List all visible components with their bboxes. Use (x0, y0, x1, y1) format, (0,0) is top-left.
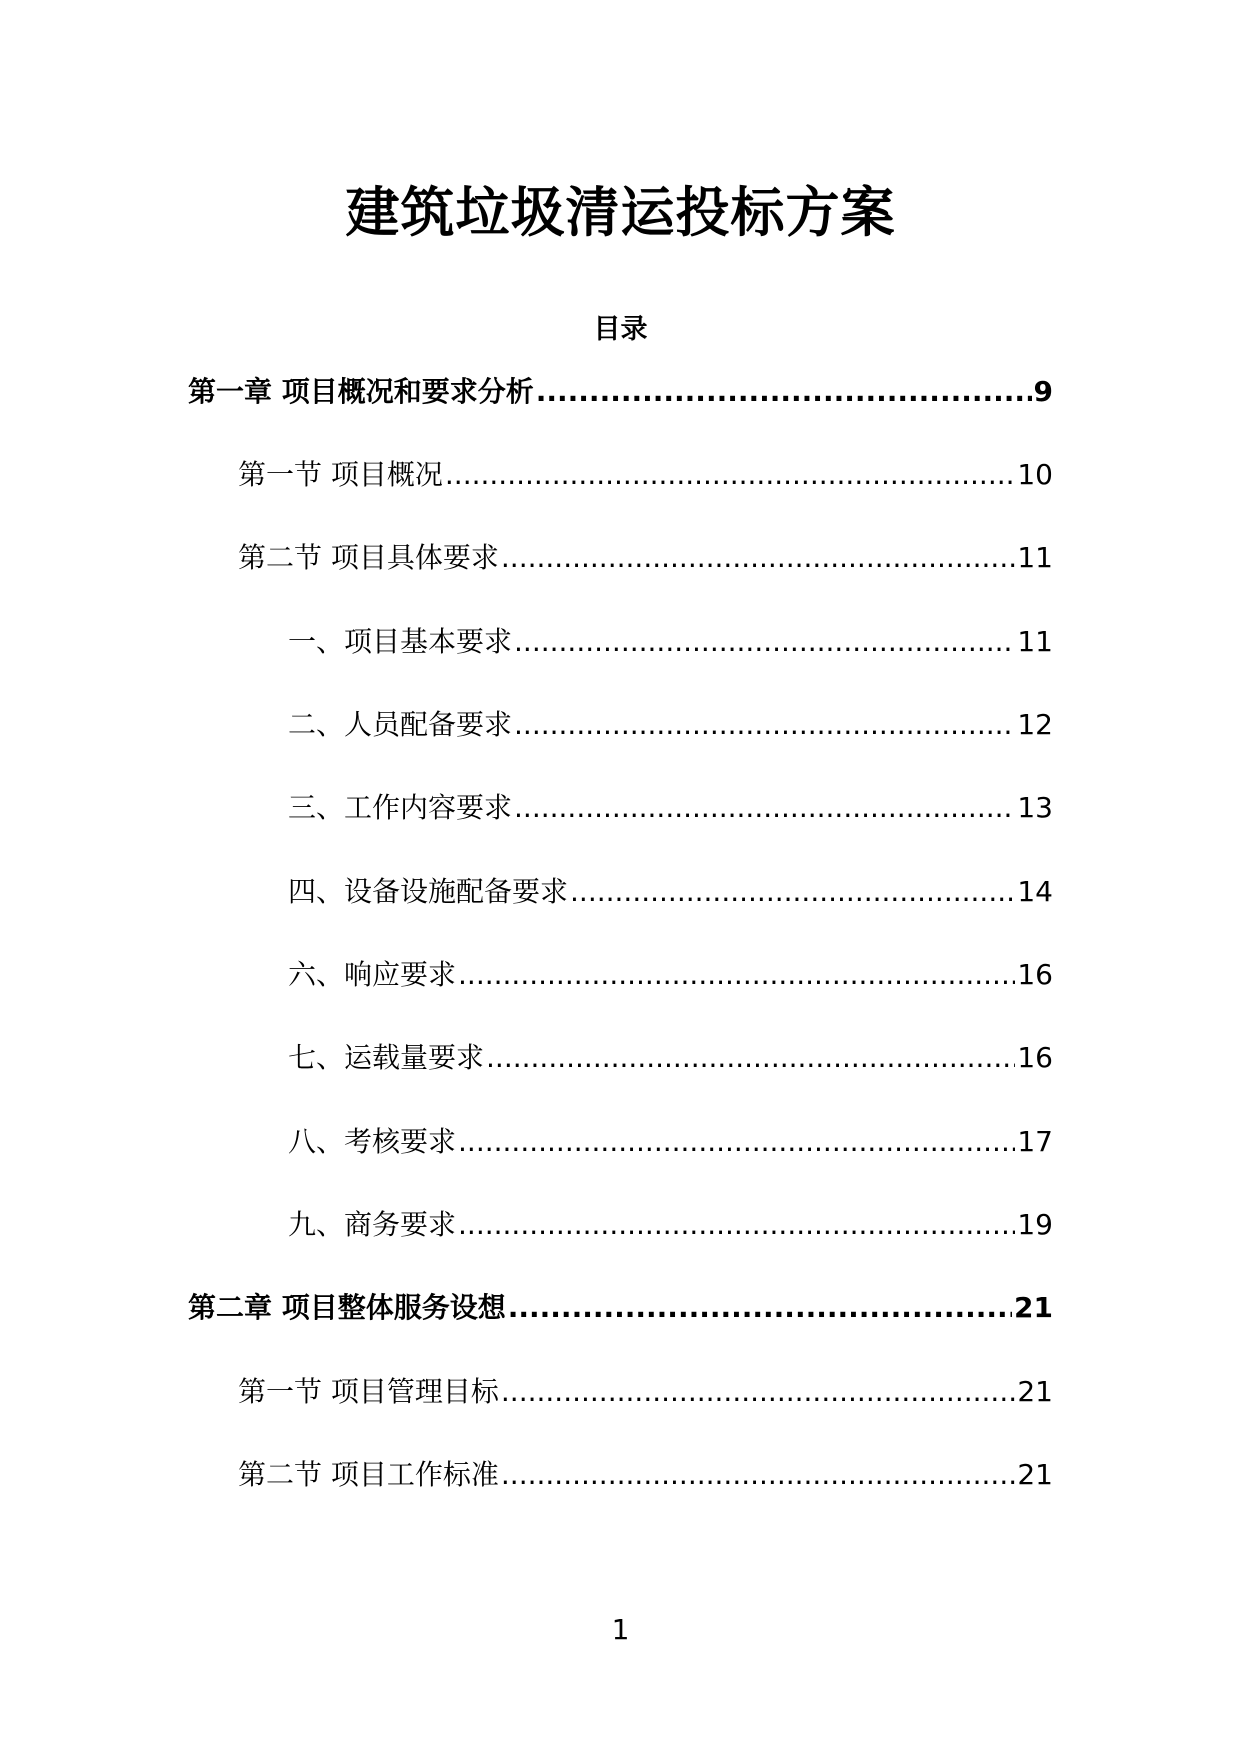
toc-heading: 目录 (593, 314, 648, 345)
toc-dot-leader (501, 1372, 1015, 1412)
toc-dot-leader (514, 622, 1015, 662)
toc-entry-label: 八、考核要求 (288, 1125, 457, 1158)
page-number: 1 (611, 1613, 630, 1646)
toc-dot-leader (536, 372, 1032, 412)
toc-entry-label: 九、商务要求 (288, 1208, 457, 1241)
toc-entry-label: 第一章 项目概况和要求分析 (188, 375, 534, 408)
toc-entry-page: 21 (1014, 1291, 1053, 1324)
toc-entry-chapter-2[interactable] (188, 1288, 1053, 1328)
toc-entry-subsection[interactable] (288, 1038, 1053, 1078)
toc-entry-page: 13 (1017, 791, 1053, 824)
toc-entry-page: 11 (1017, 541, 1053, 574)
toc-entry-section[interactable] (238, 538, 1053, 578)
toc-entry-subsection[interactable] (288, 872, 1053, 912)
toc-entry-page: 16 (1017, 958, 1053, 991)
toc-entry-page: 19 (1017, 1208, 1053, 1241)
toc-entry-subsection[interactable] (288, 955, 1053, 995)
toc-entry-page: 21 (1017, 1458, 1053, 1491)
toc-entry-page: 10 (1017, 458, 1053, 491)
toc-entry-page: 16 (1017, 1041, 1053, 1074)
toc-entry-label: 三、工作内容要求 (288, 791, 513, 824)
toc-entry-label: 第二节 项目具体要求 (238, 541, 499, 574)
toc-entry-label: 第一节 项目概况 (238, 458, 443, 491)
toc-entry-label: 第二章 项目整体服务设想 (188, 1291, 506, 1324)
toc-entry-label: 第二节 项目工作标准 (238, 1458, 499, 1491)
toc-entry-label: 第一节 项目管理目标 (238, 1375, 499, 1408)
toc-dot-leader (458, 955, 1015, 995)
toc-entry-section[interactable] (238, 1372, 1053, 1412)
toc-dot-leader (445, 455, 1015, 495)
toc-entry-label: 四、设备设施配备要求 (288, 875, 569, 908)
toc-dot-leader (458, 1122, 1015, 1162)
toc-entry-page: 9 (1033, 375, 1053, 408)
document-title: 建筑垃圾清运投标方案 (345, 181, 896, 244)
toc-dot-leader (501, 1455, 1015, 1495)
toc-dot-leader (501, 538, 1015, 578)
toc-entry-subsection[interactable] (288, 622, 1053, 662)
toc-entry-section[interactable] (238, 455, 1053, 495)
toc-entry-page: 14 (1017, 875, 1053, 908)
toc-entry-label: 六、响应要求 (288, 958, 457, 991)
toc-entry-subsection[interactable] (288, 1122, 1053, 1162)
toc-dot-leader (508, 1288, 1012, 1328)
toc-dot-leader (486, 1038, 1015, 1078)
toc-entry-chapter-1[interactable] (188, 372, 1053, 412)
toc-entry-page: 11 (1017, 625, 1053, 658)
toc-entry-label: 一、项目基本要求 (288, 625, 513, 658)
toc-dot-leader (514, 788, 1015, 828)
toc-dot-leader (458, 1205, 1015, 1245)
toc-entry-subsection[interactable] (288, 1205, 1053, 1245)
toc-entry-page: 21 (1017, 1375, 1053, 1408)
toc-dot-leader (570, 872, 1015, 912)
toc-entry-page: 12 (1017, 708, 1053, 741)
toc-entry-subsection[interactable] (288, 705, 1053, 745)
toc-entry-subsection[interactable] (288, 788, 1053, 828)
toc-dot-leader (514, 705, 1015, 745)
toc-entry-section[interactable] (238, 1455, 1053, 1495)
toc-entry-page: 17 (1017, 1125, 1053, 1158)
toc-entry-label: 二、人员配备要求 (288, 708, 513, 741)
toc-entry-label: 七、运载量要求 (288, 1041, 485, 1074)
